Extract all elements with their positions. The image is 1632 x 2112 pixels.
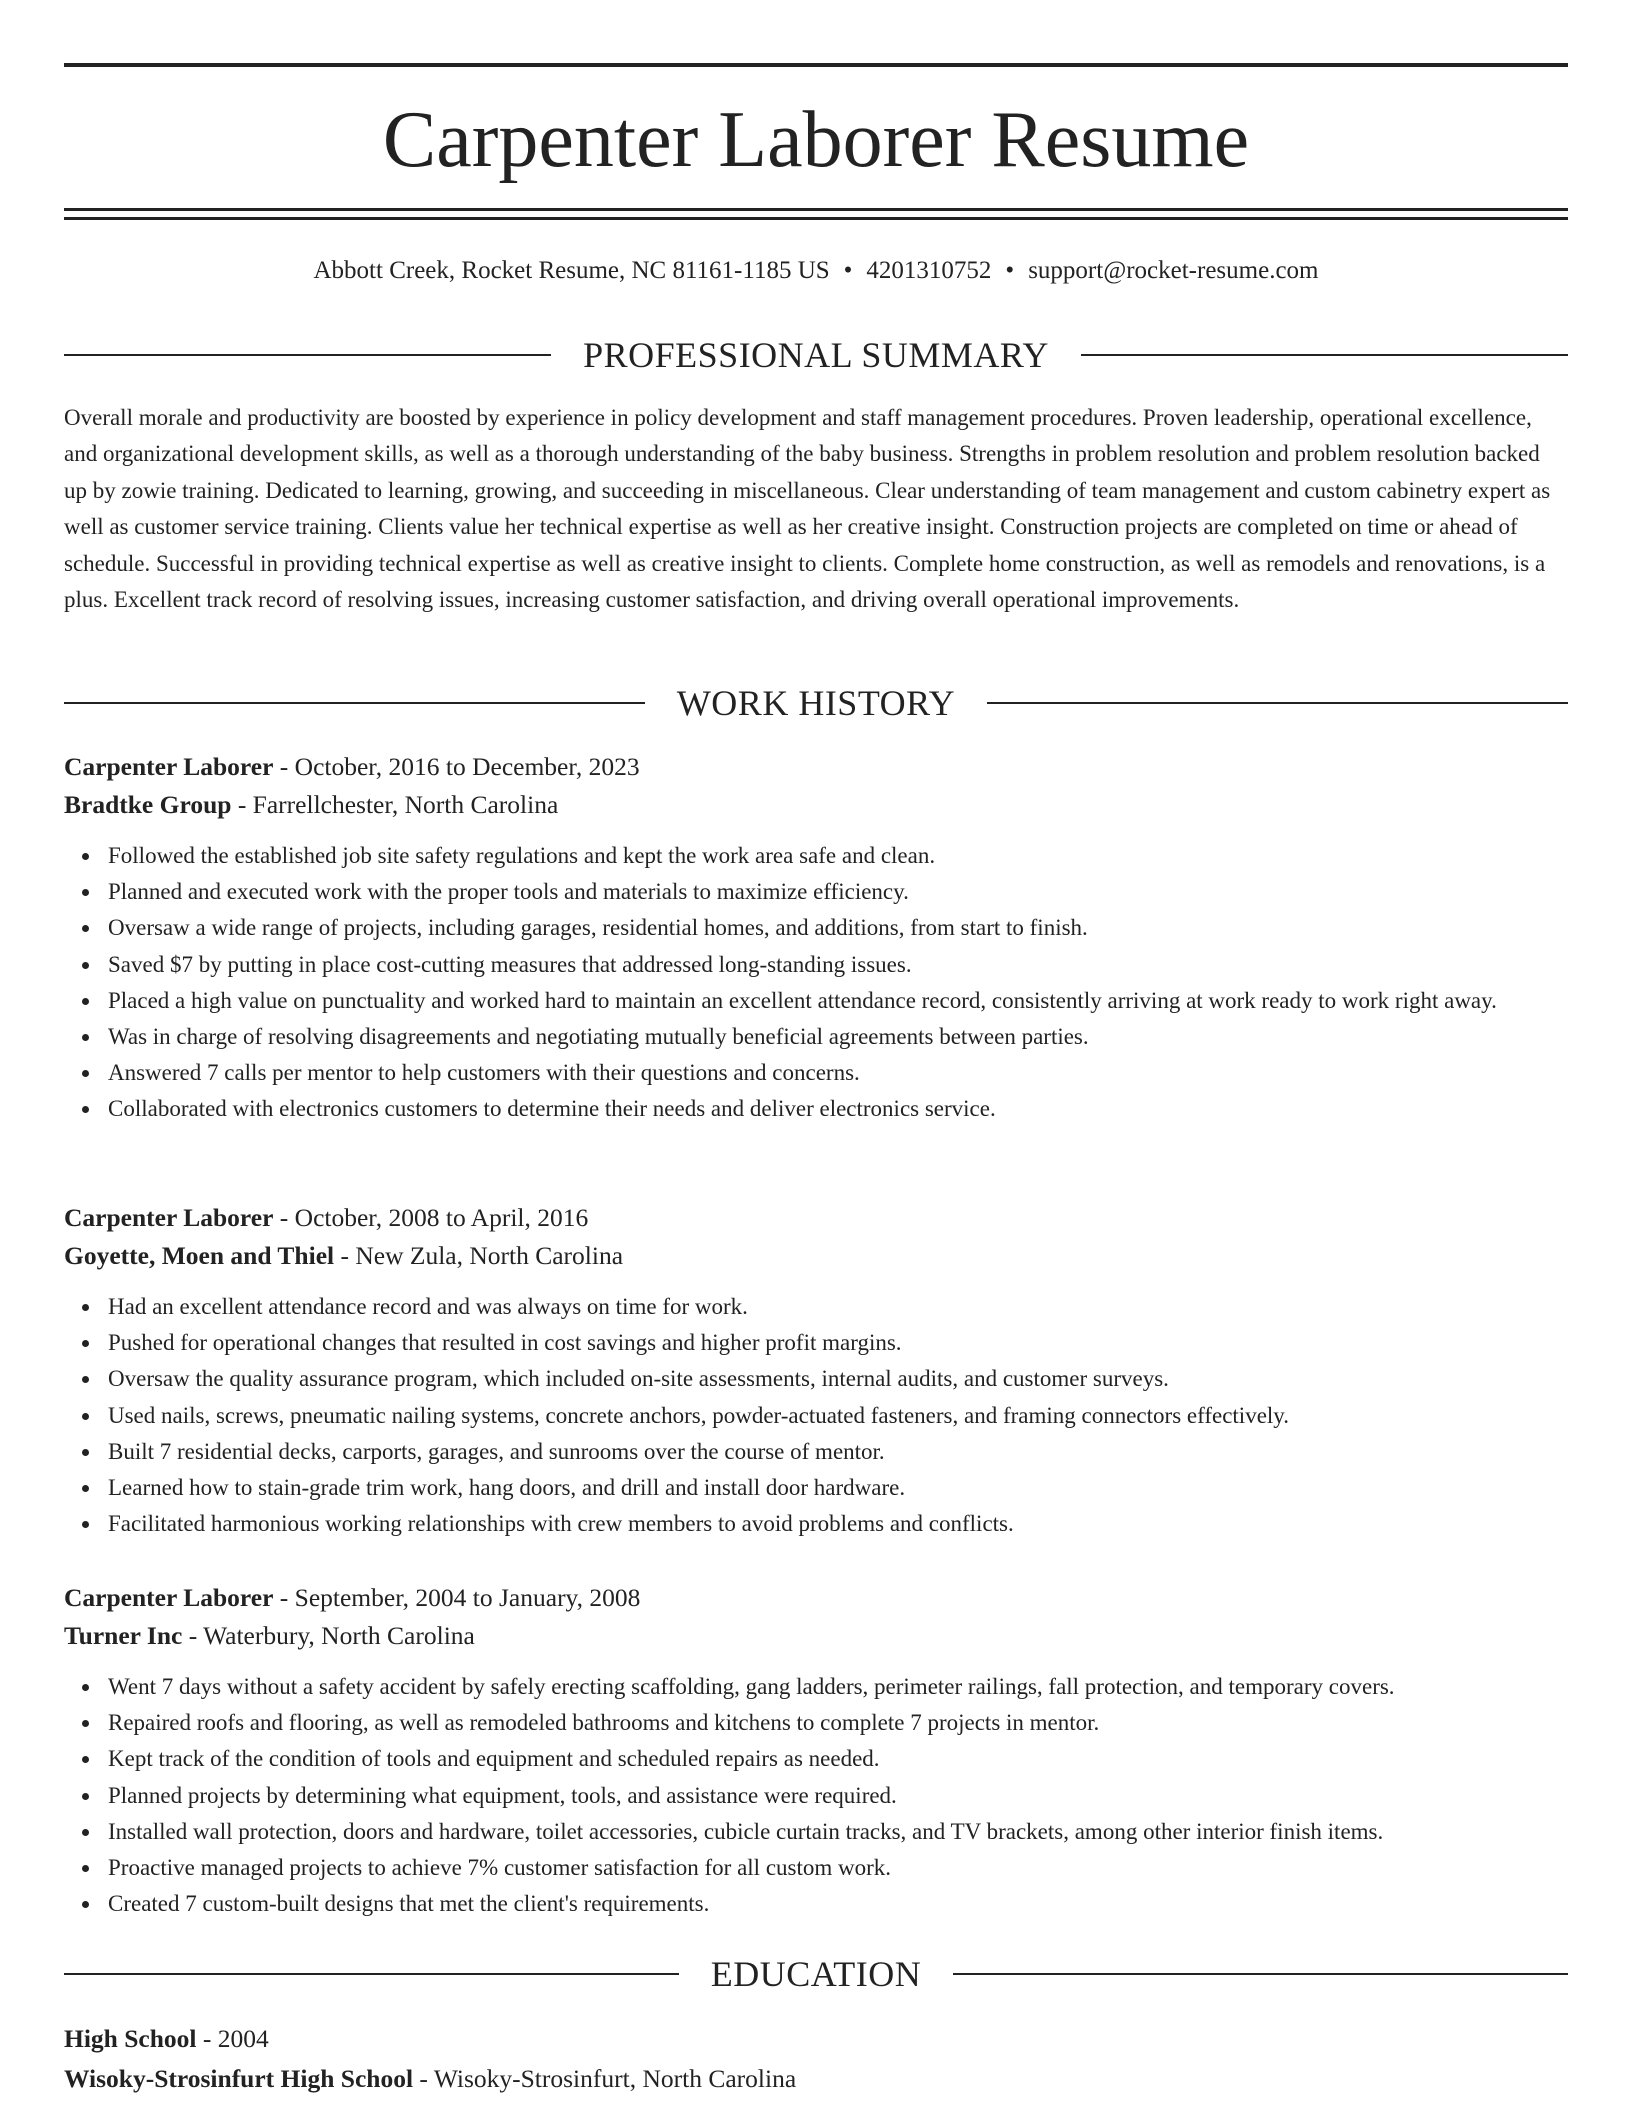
job-bullet: Installed wall protection, doors and hardware, toilet accessories, cubicle curtain tracks, and TV brackets, among other interior finish items. <box>108 1814 1568 1850</box>
job-bullets <box>64 1289 1568 1542</box>
heading-rule-left <box>64 354 551 356</box>
education-year: - 2004 <box>196 2024 269 2053</box>
heading-rule-right <box>953 1973 1568 1975</box>
work-history-heading-label: WORK HISTORY <box>676 683 956 723</box>
job-bullet: Repaired roofs and flooring, as well as remodeled bathrooms and kitchens to complete 7 projects in mentor. <box>108 1705 1568 1741</box>
work-history-heading <box>64 681 1568 725</box>
job-bullet: Oversaw a wide range of projects, including garages, residential homes, and additions, from start to finish. <box>108 910 1568 946</box>
job-bullet: Was in charge of resolving disagreements and negotiating mutually beneficial agreements between parties. <box>108 1019 1568 1055</box>
job-company-line <box>64 786 1568 824</box>
summary-heading <box>64 333 1568 377</box>
job-bullet: Used nails, screws, pneumatic nailing systems, concrete anchors, powder-actuated fasteners, and framing connectors effectively. <box>108 1398 1568 1434</box>
education-heading-label: EDUCATION <box>710 1954 922 1994</box>
heading-rule-right <box>987 702 1568 704</box>
contact-separator: • <box>843 257 853 284</box>
education-heading <box>64 1952 1568 1996</box>
job-location: - Waterbury, North Carolina <box>182 1621 475 1650</box>
summary-text: Overall morale and productivity are boosted by experience in policy development and staff management procedures. Proven leadership, operational excellence, and organizational development skills, as well as a thorough understanding of the baby business. Strengths in problem resolution and problem resolution backed up by zowie training. Dedicated to learning, growing, and succeeding in miscellaneous. Clear understanding of team management and custom cabinetry expert as well as customer service training. Clients value her technical expertise as well as her creative insight. Construction projects are completed on time or ahead of schedule. Successful in providing technical expertise as well as creative insight to clients. Complete home construction, as well as remodels and renovations, is a plus. Excellent track record of resolving issues, increasing customer satisfaction, and driving overall operational improvements. <box>64 405 1551 613</box>
education-entry <box>64 2019 1568 2099</box>
education-degree: High School <box>64 2024 197 2053</box>
education-school-line <box>64 2059 1568 2099</box>
job-bullet: Proactive managed projects to achieve 7% customer satisfaction for all custom work. <box>108 1850 1568 1886</box>
job-title: Carpenter Laborer <box>64 1203 274 1232</box>
job-company-line <box>64 1237 1568 1275</box>
job-company: Goyette, Moen and Thiel <box>64 1241 335 1270</box>
job-title: Carpenter Laborer <box>64 752 274 781</box>
job-bullet: Planned projects by determining what equipment, tools, and assistance were required. <box>108 1778 1568 1814</box>
education-school: Wisoky-Strosinfurt High School <box>64 2064 414 2093</box>
contact-separator: • <box>1005 257 1015 284</box>
job-bullets <box>64 1669 1568 1922</box>
job-bullet: Had an excellent attendance record and was always on time for work. <box>108 1289 1568 1325</box>
summary-heading-label: PROFESSIONAL SUMMARY <box>583 335 1049 375</box>
job-title-line <box>64 1579 1568 1617</box>
heading-rule-right <box>1081 354 1568 356</box>
job-company: Bradtke Group <box>64 790 232 819</box>
job-location: - Farrellchester, North Carolina <box>231 790 559 819</box>
job-company: Turner Inc <box>64 1621 183 1650</box>
contact-line <box>64 254 1568 288</box>
job-bullet: Planned and executed work with the proper tools and materials to maximize efficiency. <box>108 874 1568 910</box>
job-dates: - September, 2004 to January, 2008 <box>273 1583 641 1612</box>
job-company-line <box>64 1617 1568 1655</box>
job-bullet: Pushed for operational changes that resulted in cost savings and higher profit margins. <box>108 1325 1568 1361</box>
job-dates: - October, 2008 to April, 2016 <box>273 1203 589 1232</box>
title-double-rule <box>64 208 1568 220</box>
job-bullet: Went 7 days without a safety accident by safely erecting scaffolding, gang ladders, perimeter railings, fall protection, and temporary covers. <box>108 1669 1568 1705</box>
job-entry <box>64 748 1568 1128</box>
job-bullet: Saved $7 by putting in place cost-cutting measures that addressed long-standing issues. <box>108 947 1568 983</box>
job-bullet: Placed a high value on punctuality and worked hard to maintain an excellent attendance record, consistently arriving at work ready to work right away. <box>108 983 1568 1019</box>
job-bullets <box>64 838 1568 1128</box>
job-bullet: Created 7 custom-built designs that met the client's requirements. <box>108 1886 1568 1922</box>
education-degree-line <box>64 2019 1568 2059</box>
contact-phone: 4201310752 <box>866 257 992 284</box>
job-location: - New Zula, North Carolina <box>334 1241 624 1270</box>
job-bullet: Built 7 residential decks, carports, garages, and sunrooms over the course of mentor. <box>108 1434 1568 1470</box>
job-bullet: Followed the established job site safety regulations and kept the work area safe and clean. <box>108 838 1568 874</box>
job-bullet: Oversaw the quality assurance program, which included on-site assessments, internal audits, and customer surveys. <box>108 1361 1568 1397</box>
job-title: Carpenter Laborer <box>64 1583 274 1612</box>
job-title-line <box>64 1199 1568 1237</box>
job-entry <box>64 1199 1568 1542</box>
heading-rule-left <box>64 1973 679 1975</box>
resume-title: Carpenter Laborer Resume <box>382 96 1250 184</box>
job-bullet: Facilitated harmonious working relationships with crew members to avoid problems and conflicts. <box>108 1506 1568 1542</box>
top-rule <box>64 63 1568 67</box>
job-dates: - October, 2016 to December, 2023 <box>273 752 640 781</box>
job-bullet: Learned how to stain-grade trim work, hang doors, and drill and install door hardware. <box>108 1470 1568 1506</box>
job-entry <box>64 1579 1568 1922</box>
job-bullet: Collaborated with electronics customers to determine their needs and deliver electronics service. <box>108 1091 1568 1127</box>
contact-email: support@rocket-resume.com <box>1028 257 1319 284</box>
job-bullet: Kept track of the condition of tools and equipment and scheduled repairs as needed. <box>108 1741 1568 1777</box>
education-location: - Wisoky-Strosinfurt, North Carolina <box>413 2064 797 2093</box>
job-bullet: Answered 7 calls per mentor to help customers with their questions and concerns. <box>108 1055 1568 1091</box>
heading-rule-left <box>64 702 645 704</box>
job-title-line <box>64 748 1568 786</box>
contact-address: Abbott Creek, Rocket Resume, NC 81161-1185 US <box>313 257 830 284</box>
